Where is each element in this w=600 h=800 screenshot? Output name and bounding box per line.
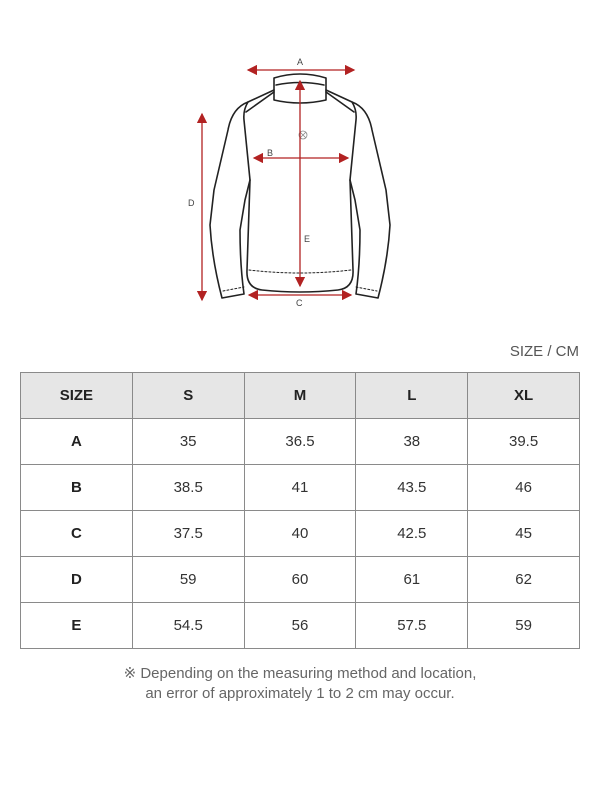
cell-value: 62 xyxy=(468,557,580,603)
label-c: C xyxy=(296,298,303,308)
cell-value: 59 xyxy=(468,603,580,649)
header-m: M xyxy=(244,373,356,419)
cell-value: 39.5 xyxy=(468,419,580,465)
cell-value: 45 xyxy=(468,511,580,557)
row-label: B xyxy=(21,465,133,511)
header-size: SIZE xyxy=(21,373,133,419)
cell-value: 37.5 xyxy=(132,511,244,557)
size-table xyxy=(20,372,580,649)
cell-value: 59 xyxy=(132,557,244,603)
row-label: D xyxy=(21,557,133,603)
cell-value: 40 xyxy=(244,511,356,557)
row-label: A xyxy=(21,419,133,465)
cell-value: 38.5 xyxy=(132,465,244,511)
label-d: D xyxy=(188,198,195,208)
measurement-note xyxy=(0,664,600,704)
cell-value: 38 xyxy=(356,419,468,465)
cell-value: 56 xyxy=(244,603,356,649)
table-row xyxy=(21,511,580,557)
header-xl: XL xyxy=(468,373,580,419)
measurement-diagram xyxy=(0,0,600,330)
header-l: L xyxy=(356,373,468,419)
header-s: S xyxy=(132,373,244,419)
note-line-1: ※ Depending on the measuring method and location, xyxy=(123,665,477,682)
row-label: C xyxy=(21,511,133,557)
table-row xyxy=(21,465,580,511)
cell-value: 60 xyxy=(244,557,356,603)
cell-value: 42.5 xyxy=(356,511,468,557)
cell-value: 36.5 xyxy=(244,419,356,465)
table-header-row xyxy=(21,373,580,419)
cell-value: 35 xyxy=(132,419,244,465)
cell-value: 41 xyxy=(244,465,356,511)
cell-value: 46 xyxy=(468,465,580,511)
note-line-2: an error of approximately 1 to 2 cm may occur. xyxy=(145,685,455,702)
label-b: B xyxy=(267,148,274,158)
cell-value: 57.5 xyxy=(356,603,468,649)
table-row xyxy=(21,603,580,649)
cell-value: 43.5 xyxy=(356,465,468,511)
cell-value: 54.5 xyxy=(132,603,244,649)
label-e: E xyxy=(304,234,311,244)
row-label: E xyxy=(21,603,133,649)
unit-label: SIZE / CM xyxy=(509,343,579,360)
label-a: A xyxy=(297,57,304,67)
cell-value: 61 xyxy=(356,557,468,603)
table-row xyxy=(21,557,580,603)
table-row xyxy=(21,419,580,465)
